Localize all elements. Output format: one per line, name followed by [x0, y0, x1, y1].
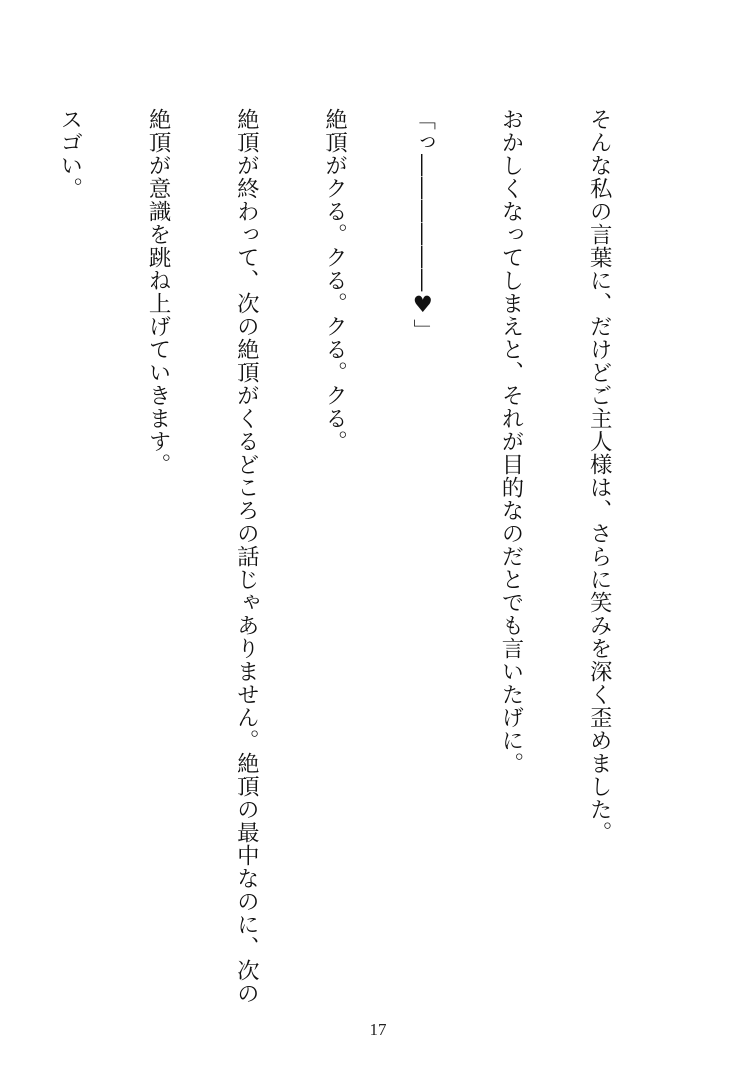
text-line: スゴい。 — [56, 108, 83, 200]
page-number: 17 — [369, 1020, 387, 1039]
text-line: 「っ――――――♥」 — [409, 108, 436, 342]
vertical-text-block — [0, 108, 672, 1008]
text-line: 絶頂が意識を跳ね上げていきます。 — [145, 108, 172, 476]
text-line: 絶頂がクる。クる。クる。クる。 — [321, 108, 348, 453]
text-line: おかしくなってしまえと、それが目的なのだとでも言いたげに。 — [497, 108, 524, 775]
text-line: 絶頂が終わって、次の絶頂がくるどころの話じゃありません。絶頂の最中なのに、次の — [233, 108, 260, 1005]
text-line: そんな私の言葉に、だけどご主人様は、さらに笑みを深く歪めました。 — [586, 108, 613, 844]
